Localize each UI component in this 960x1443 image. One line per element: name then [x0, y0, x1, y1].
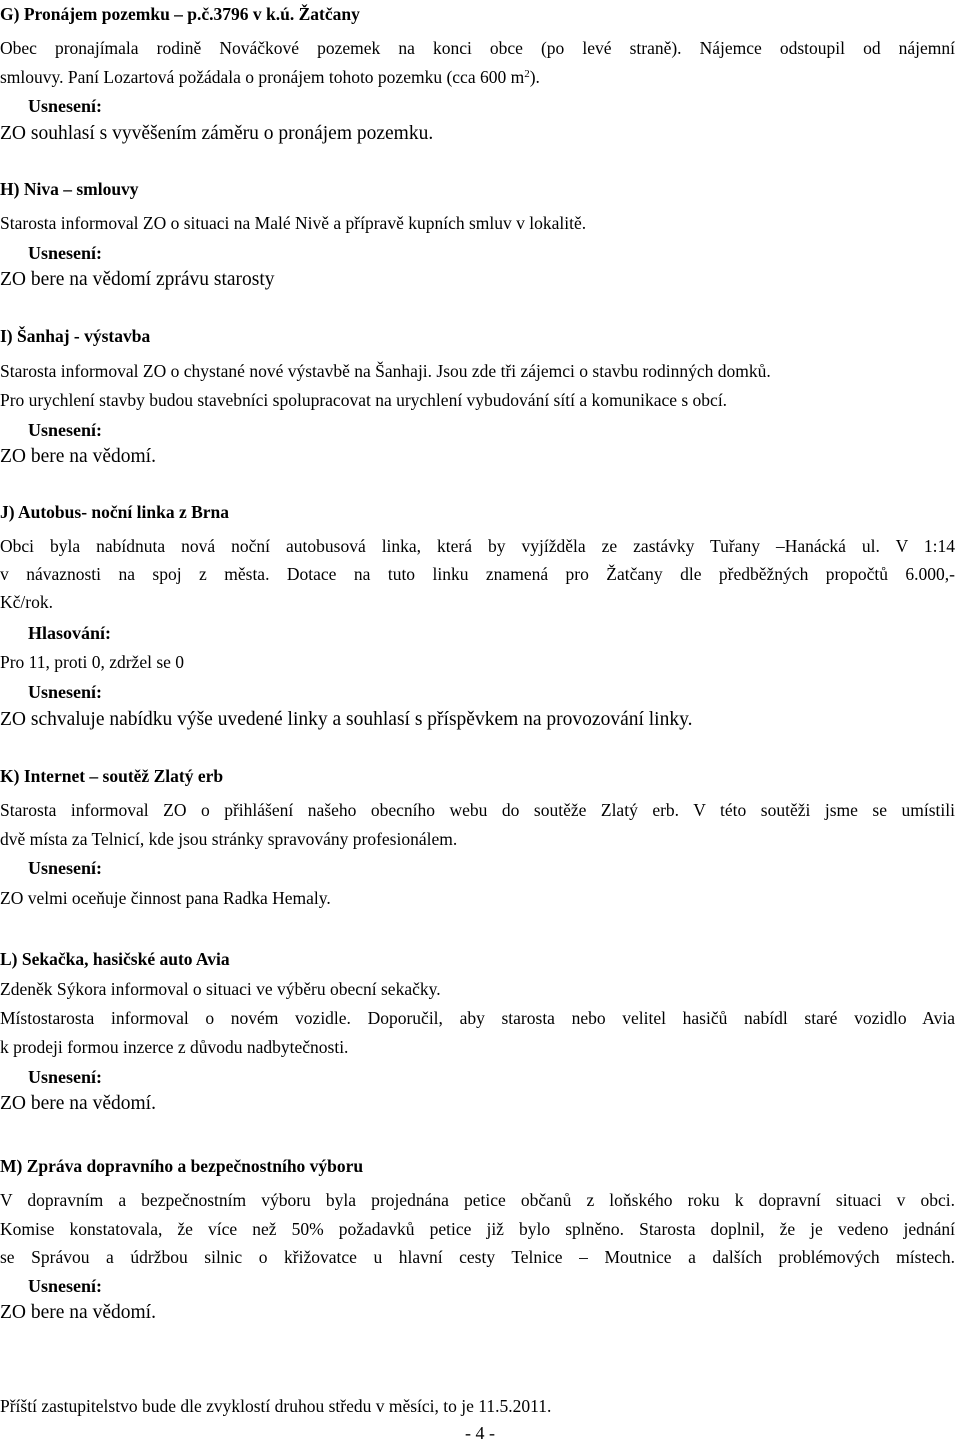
section-g-paragraph-line-1: Obec pronajímala rodině Nováčkové pozemek na konci obce (po levé straně). Nájemce odstoupil od nájemní	[0, 38, 955, 58]
section-k-resolution-label: Usnesení:	[28, 858, 103, 878]
closing-note: Příští zastupitelstvo bude dle zvyklostí druhou středu v měsíci, to je 11.5.2011.	[0, 1396, 552, 1416]
section-heading-l: L) Sekačka, hasičské auto Avia	[0, 949, 230, 969]
section-l-resolution-text: ZO bere na vědomí.	[0, 1093, 156, 1114]
section-j-vote-label: Hlasování:	[28, 623, 112, 643]
section-i-resolution-label: Usnesení:	[28, 420, 103, 440]
section-h-paragraph: Starosta informoval ZO o situaci na Malé Nivě a přípravě kupních smluv v lokalitě.	[0, 213, 587, 233]
page-number: - 4 -	[465, 1423, 495, 1443]
section-m-paragraph-line-3: se Správou a údržbou silnic o křižovatce u hlavní cesty Telnice – Moutnice a dalších problémových místech.	[0, 1247, 955, 1267]
section-heading-h: H) Niva – smlouvy	[0, 179, 139, 199]
section-j-paragraph-line-3: Kč/rok.	[0, 592, 53, 612]
section-h-resolution-label: Usnesení:	[28, 243, 103, 263]
section-g-paragraph-line-2	[0, 69, 540, 87]
section-l-paragraph-line-2: Místostarosta informoval o novém vozidle. Doporučil, aby starosta nebo velitel hasičů nabídl staré vozidlo Avia	[0, 1008, 955, 1028]
section-h-resolution-text: ZO bere na vědomí zprávu starosty	[0, 269, 275, 290]
section-m-resolution-label: Usnesení:	[28, 1276, 103, 1296]
section-g-paragraph-end: ).	[529, 67, 540, 87]
section-m-paragraph-line-2: Komise konstatovala, že více než 50% požadavků petice již bylo splněno. Starosta doplnil, že je vedeno jednání	[0, 1219, 955, 1239]
section-g-resolution-label: Usnesení:	[28, 96, 103, 116]
section-m-paragraph-line-1: V dopravním a bezpečnostním výboru byla projednána petice občanů z loňského roku k dopravní situaci v obci.	[0, 1190, 955, 1210]
section-l-resolution-label: Usnesení:	[28, 1067, 103, 1087]
section-i-paragraph-line-2: Pro urychlení stavby budou stavebníci spolupracovat na urychlení vybudování sítí a komunikace s obcí.	[0, 390, 728, 410]
section-heading-j: J) Autobus- noční linka z Brna	[0, 502, 230, 522]
section-heading-i: I) Šanhaj - výstavba	[0, 326, 151, 346]
section-heading-k: K) Internet – soutěž Zlatý erb	[0, 766, 224, 786]
section-j-resolution-text: ZO schvaluje nabídku výše uvedené linky a souhlasí s příspěvkem na provozování linky.	[0, 709, 693, 730]
section-l-paragraph-line-3: k prodeji formou inzerce z důvodu nadbytečnosti.	[0, 1037, 349, 1057]
section-j-vote-text: Pro 11, proti 0, zdržel se 0	[0, 652, 185, 672]
section-heading-m: M) Zpráva dopravního a bezpečnostního výboru	[0, 1156, 364, 1176]
section-k-resolution-text: ZO velmi oceňuje činnost pana Radka Hemaly.	[0, 888, 331, 908]
section-k-paragraph-line-1: Starosta informoval ZO o přihlášení našeho obecního webu do soutěže Zlatý erb. V této soutěži jsme se umístili	[0, 800, 955, 820]
section-heading-g: G) Pronájem pozemku – p.č.3796 v k.ú. Žatčany	[0, 4, 360, 24]
section-i-resolution-text: ZO bere na vědomí.	[0, 446, 156, 467]
section-j-paragraph-line-1: Obci byla nabídnuta nová noční autobusová linka, která by vyjížděla ze zastávky Tuřany –Hanácká ul. V 1:14	[0, 536, 955, 556]
section-j-paragraph-line-2: v návaznosti na spoj z města. Dotace na tuto linku znamená pro Žatčany dle předběžných propočtů 6.000,-	[0, 564, 955, 584]
section-j-resolution-label: Usnesení:	[28, 682, 103, 702]
section-m-resolution-text: ZO bere na vědomí.	[0, 1302, 156, 1323]
section-l-paragraph-line-1: Zdeněk Sýkora informoval o situaci ve výběru obecní sekačky.	[0, 979, 441, 999]
section-k-paragraph-line-2: dvě místa za Telnicí, kde jsou stránky spravovány profesionálem.	[0, 829, 458, 849]
section-g-paragraph-text: smlouvy. Paní Lozartová požádala o pronájem tohoto pozemku (cca 600 m	[0, 67, 525, 87]
section-i-paragraph-line-1: Starosta informoval ZO o chystané nové výstavbě na Šanhaji. Jsou zde tři zájemci o stavbu rodinných domků.	[0, 361, 771, 381]
section-g-resolution-text: ZO souhlasí s vyvěšením záměru o pronájem pozemku.	[0, 123, 434, 144]
superscript-2: 2	[524, 68, 530, 80]
